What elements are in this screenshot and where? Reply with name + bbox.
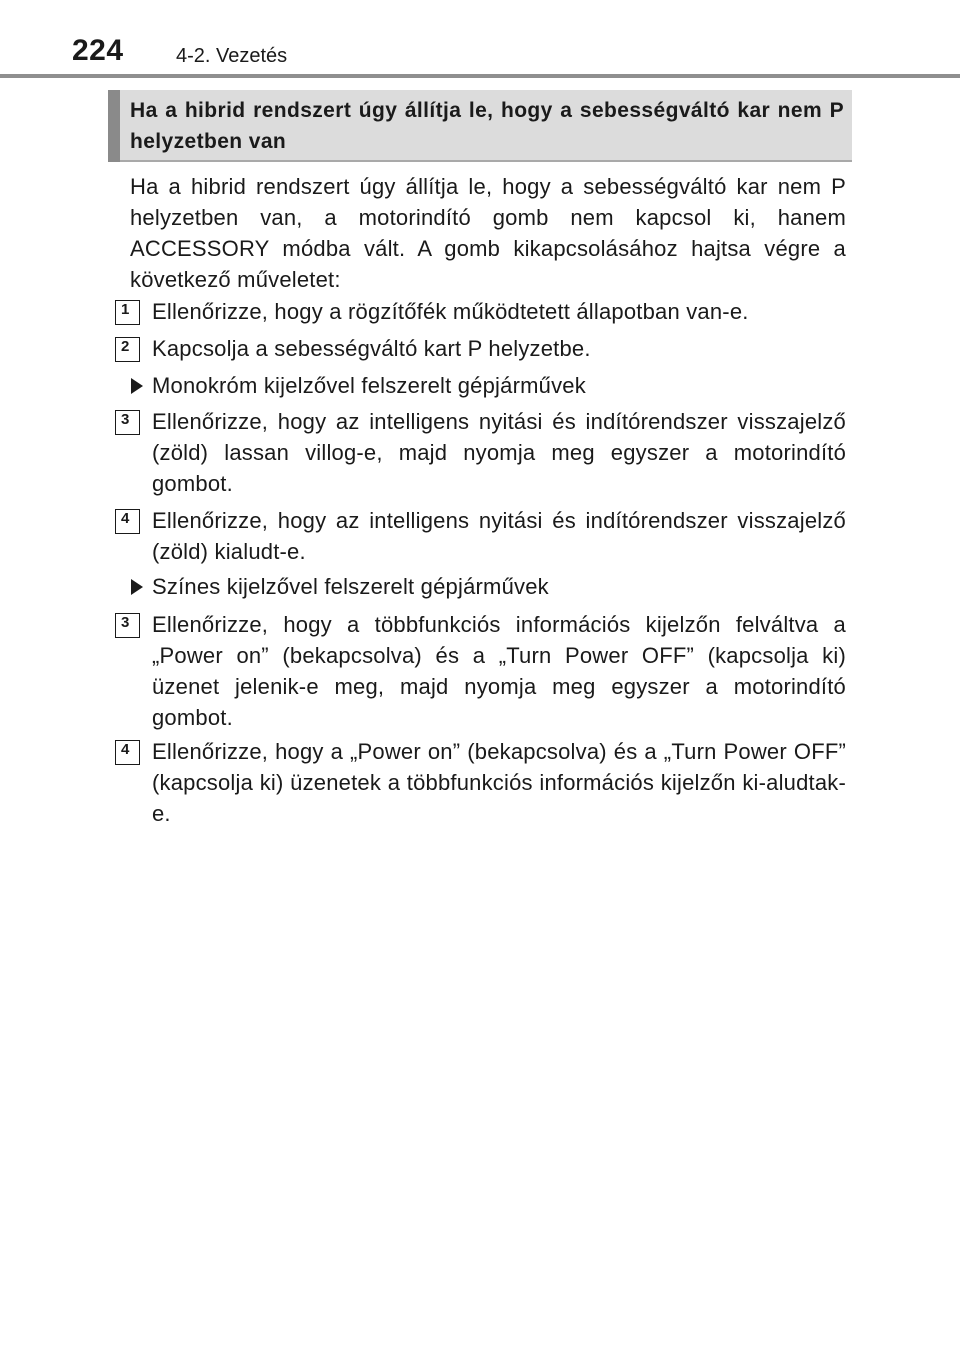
variant-heading-color bbox=[131, 571, 846, 602]
intro-paragraph: Ha a hibrid rendszert úgy állítja le, hogy a sebességváltó kar nem P helyzetben van, a motorindító gomb nem kapcsol ki, hanem ACCESSORY módba vált. A gomb kikapcsolásához hajtsa végre a következő műveletet: bbox=[130, 174, 846, 292]
step-1 bbox=[115, 296, 846, 327]
section-label: 4-2. Vezetés bbox=[176, 45, 288, 67]
variant-label: Színes kijelzővel felszerelt gépjárművek bbox=[152, 574, 549, 599]
step-text: Ellenőrizze, hogy az intelligens nyitási és indítórendszer visszajelző (zöld) kialudt-e. bbox=[152, 508, 846, 564]
step-2 bbox=[115, 333, 846, 364]
step-number-badge bbox=[115, 740, 140, 765]
step-number-badge bbox=[115, 410, 140, 435]
page-number: 224 bbox=[72, 34, 124, 67]
header-rule bbox=[0, 74, 960, 78]
step-number-badge bbox=[115, 509, 140, 534]
triangle-bullet-icon bbox=[131, 579, 143, 595]
heading-underline bbox=[120, 160, 852, 162]
step-3-color bbox=[115, 609, 846, 733]
section-heading: Ha a hibrid rendszert úgy állítja le, hogy a sebességváltó kar nem P helyzetben van bbox=[130, 99, 844, 153]
page-header bbox=[0, 0, 960, 80]
step-text: Ellenőrizze, hogy a „Power on” (bekapcsolva) és a „Turn Power OFF” (kapcsolja ki) üzenetek a többfunkciós információs kijelzőn ki-aludtak-e. bbox=[152, 739, 846, 826]
step-text: Ellenőrizze, hogy az intelligens nyitási és indítórendszer visszajelző (zöld) lassan villog-e, majd nyomja meg egyszer a motorindító gombot. bbox=[152, 409, 846, 496]
section-heading-box bbox=[108, 90, 852, 162]
step-number: 1 bbox=[121, 301, 130, 318]
variant-label: Monokróm kijelzővel felszerelt gépjárművek bbox=[152, 373, 586, 398]
step-number-badge bbox=[115, 300, 140, 325]
triangle-bullet-icon bbox=[131, 378, 143, 394]
heading-accent-bar bbox=[108, 90, 120, 162]
step-number: 4 bbox=[121, 510, 130, 527]
step-number-badge bbox=[115, 337, 140, 362]
step-4-color bbox=[115, 736, 846, 829]
step-text: Ellenőrizze, hogy a többfunkciós információs kijelzőn felváltva a „Power on” (bekapcsolva) és a „Turn Power OFF” (kapcsolja ki) üzenet jelenik-e meg, majd nyomja meg egyszer a motorindító gombot. bbox=[152, 612, 846, 730]
step-number: 3 bbox=[121, 411, 130, 428]
step-number: 2 bbox=[121, 338, 130, 355]
step-3-monochrome bbox=[115, 406, 846, 499]
step-number: 4 bbox=[121, 741, 130, 758]
step-text: Kapcsolja a sebességváltó kart P helyzetbe. bbox=[152, 336, 591, 361]
step-number: 3 bbox=[121, 614, 130, 631]
step-4-monochrome bbox=[115, 505, 846, 567]
variant-heading-monochrome bbox=[131, 370, 846, 401]
step-text: Ellenőrizze, hogy a rögzítőfék működtetett állapotban van-e. bbox=[152, 299, 749, 324]
step-number-badge bbox=[115, 613, 140, 638]
